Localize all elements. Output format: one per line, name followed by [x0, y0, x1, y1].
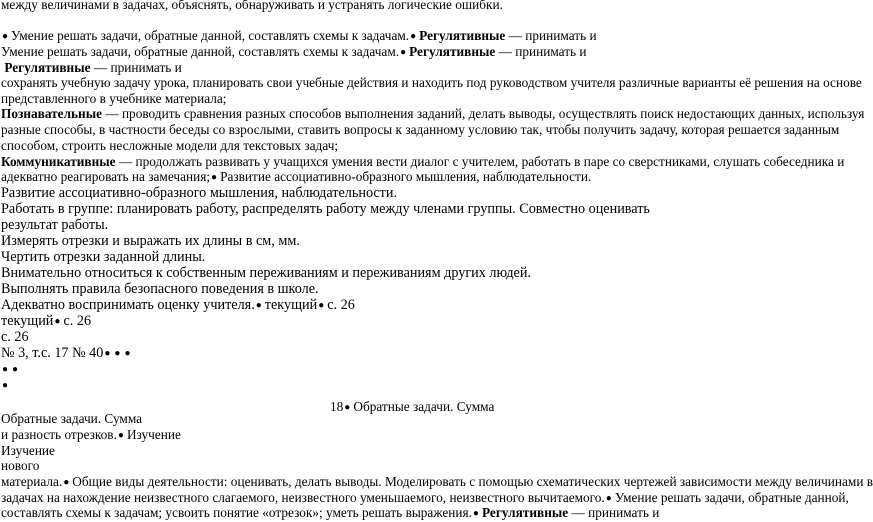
text-line: Развитие ассоциативно-образного мышления, наблюдательности.	[1, 185, 398, 201]
text-line: Выполнять правила безопасного поведения в школе.	[1, 281, 319, 297]
text-line	[1, 361, 21, 378]
text-line: между величинами в задачах, объяснять, обнаруживать и устранять логические ошибки.	[1, 0, 503, 12]
text-line: Адекватно воспринимать оценку учителя.● текущий● с. 26	[1, 297, 355, 313]
text-line: способом, строить несложные модели для текстовых задач;	[1, 138, 339, 153]
text-line: нового	[1, 458, 40, 473]
text-line: Коммуникативные — продолжать развивать у учащихся умения вести диалог с учителем, работать в паре со сверстниками, слушать собеседника и	[1, 154, 845, 169]
text-line: представленного в учебнике материала;	[1, 91, 227, 106]
text-line: Регулятивные — принимать и	[4, 60, 182, 75]
text-line: и разность отрезков.● Изучение	[1, 427, 181, 442]
bullet-icon: ●	[104, 348, 111, 359]
bullet-icon: ●	[54, 316, 61, 327]
text-line: адекватно реагировать на замечания;● Развитие ассоциативно-образного мышления, наблюдательности.	[1, 169, 592, 184]
bullet-icon: ●	[255, 300, 262, 311]
text-line: Изучение	[1, 443, 55, 458]
bullet-icon: ●	[605, 493, 612, 504]
bullet-icon: ●	[410, 31, 417, 42]
text-line: Измерять отрезки и выражать их длины в см, мм.	[1, 233, 300, 249]
bullet-icon: ●	[2, 364, 9, 375]
bullet-icon: ●	[124, 348, 131, 359]
text-line: составлять схемы к задачам; усвоить понятие «отрезок»; уметь решать выражения.● Регулятивные — принимать и	[1, 505, 660, 520]
text-line: задачах на нахождение неизвестного слагаемого, неизвестного уменьшаемого, неизвестного вычитаемого.● Умение решать задачи, обратные данной,	[1, 490, 849, 505]
text-line: Обратные задачи. Сумма	[1, 411, 143, 426]
text-line: № 3, т.с. 17 № 40● ● ●	[1, 345, 134, 362]
bullet-icon: ●	[63, 477, 70, 488]
text-line: ● Умение решать задачи, обратные данной, составлять схемы к задачам.● Регулятивные — принимать и	[2, 28, 597, 43]
text-line: материала.● Общие виды деятельности: оценивать, делать выводы. Моделировать с помощью схематических чертежей зависимости между величинами в	[1, 474, 873, 489]
bullet-icon: ●	[344, 402, 351, 413]
text-line: сохранять учебную задачу урока, планировать свои учебные действия и находить под руководством учителя различные варианты её решения на основе	[1, 75, 862, 90]
bullet-icon: ●	[211, 172, 218, 183]
bullet-icon: ●	[12, 364, 19, 375]
text-line	[1, 377, 11, 394]
lesson-heading: 18● Обратные задачи. Сумма	[330, 399, 495, 414]
bullet-icon: ●	[318, 300, 325, 311]
text-line: результат работы.	[1, 217, 109, 233]
text-line: Работать в группе: планировать работу, распределять работу между членами группы. Совместно оценивать	[1, 201, 650, 217]
text-line: разные способы, в частности беседы со взрослыми, ставить вопросы к заданному условию так, чтобы получить задачу, которая решается заданным	[1, 122, 840, 137]
bullet-icon: ●	[400, 47, 407, 58]
bullet-icon: ●	[117, 430, 124, 441]
text-line: Внимательно относиться к собственным переживаниям и переживаниям других людей.	[1, 265, 531, 281]
text-line: Чертить отрезки заданной длины.	[1, 249, 206, 265]
bullet-icon: ●	[2, 31, 9, 42]
text-line: Умение решать задачи, обратные данной, составлять схемы к задачам.● Регулятивные — принимать и	[1, 44, 587, 59]
bullet-icon: ●	[472, 508, 479, 519]
text-line: Познавательные — проводить сравнения разных способов выполнения заданий, делать выводы, осуществлять поиск недостающих данных, используя	[1, 106, 865, 121]
text-line: с. 26	[1, 329, 29, 345]
text-line: текущий● с. 26	[1, 313, 92, 329]
bullet-icon: ●	[114, 348, 121, 359]
bullet-icon: ●	[2, 380, 9, 391]
